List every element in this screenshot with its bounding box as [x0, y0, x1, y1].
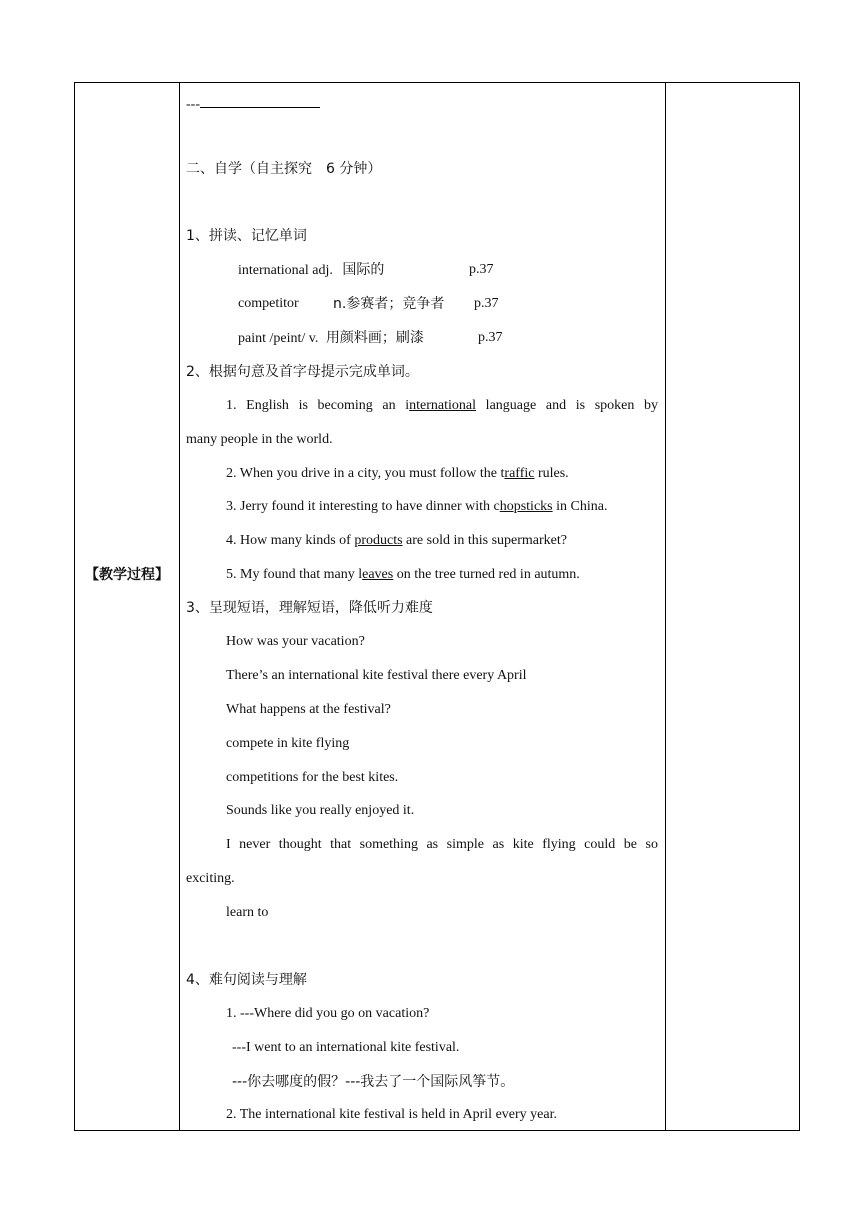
- phrase-line: What happens at the festival?: [226, 702, 391, 717]
- phrase-line: How was your vacation?: [226, 634, 365, 649]
- reading-line: 2. The international kite festival is held in April every year.: [226, 1107, 557, 1122]
- exercise-sentence: 3. Jerry found it interesting to have dinner with chopsticks in China.: [226, 499, 608, 514]
- section-label: 【教学过程】: [85, 567, 169, 583]
- column-divider: [179, 83, 180, 1130]
- vocab-item: paint /peint/ v. 用颜料画；刷漆 p.37: [238, 330, 503, 346]
- exercise-sentence-cont: many people in the world.: [186, 432, 333, 447]
- subsection-heading: 2、根据句意及首字母提示完成单词。: [186, 364, 419, 380]
- reading-line: ---I went to an international kite festival.: [232, 1040, 460, 1055]
- column-divider: [665, 83, 666, 1130]
- exercise-sentence: 2. When you drive in a city, you must follow the traffic rules.: [226, 466, 569, 481]
- lesson-table: [74, 82, 800, 1131]
- exercise-sentence: 5. My found that many leaves on the tree turned red in autumn.: [226, 567, 580, 582]
- phrase-line-cont: exciting.: [186, 871, 235, 886]
- answer-line: ---: [186, 93, 320, 115]
- phrase-line: learn to: [226, 905, 269, 920]
- vocab-item: competitor n.参赛者；竞争者 p.37: [238, 296, 499, 312]
- subsection-heading: 4、难句阅读与理解: [186, 972, 307, 988]
- phrase-line: compete in kite flying: [226, 736, 350, 751]
- subsection-heading: 1、拼读、记忆单词: [186, 228, 307, 244]
- phrase-line: Sounds like you really enjoyed it.: [226, 803, 415, 818]
- exercise-sentence: 1. English is becoming an international language and is spoken by: [226, 398, 658, 413]
- phrase-line: There’s an international kite festival there every April: [226, 668, 527, 683]
- phrase-line: competitions for the best kites.: [226, 770, 399, 785]
- subsection-heading: 3、呈现短语，理解短语，降低听力难度: [186, 600, 433, 616]
- blank-underline: [200, 93, 320, 108]
- vocab-item: international adj. 国际的 p.37: [238, 262, 494, 278]
- reading-translation: ---你去哪度的假？---我去了一个国际风筝节。: [232, 1074, 515, 1090]
- phrase-line: I never thought that something as simple as kite flying could be so: [226, 837, 658, 852]
- section-heading: 二、自学（自主探究 6 分钟）: [186, 161, 382, 177]
- reading-line: 1. ---Where did you go on vacation?: [226, 1006, 430, 1021]
- exercise-sentence: 4. How many kinds of products are sold in this supermarket?: [226, 533, 567, 548]
